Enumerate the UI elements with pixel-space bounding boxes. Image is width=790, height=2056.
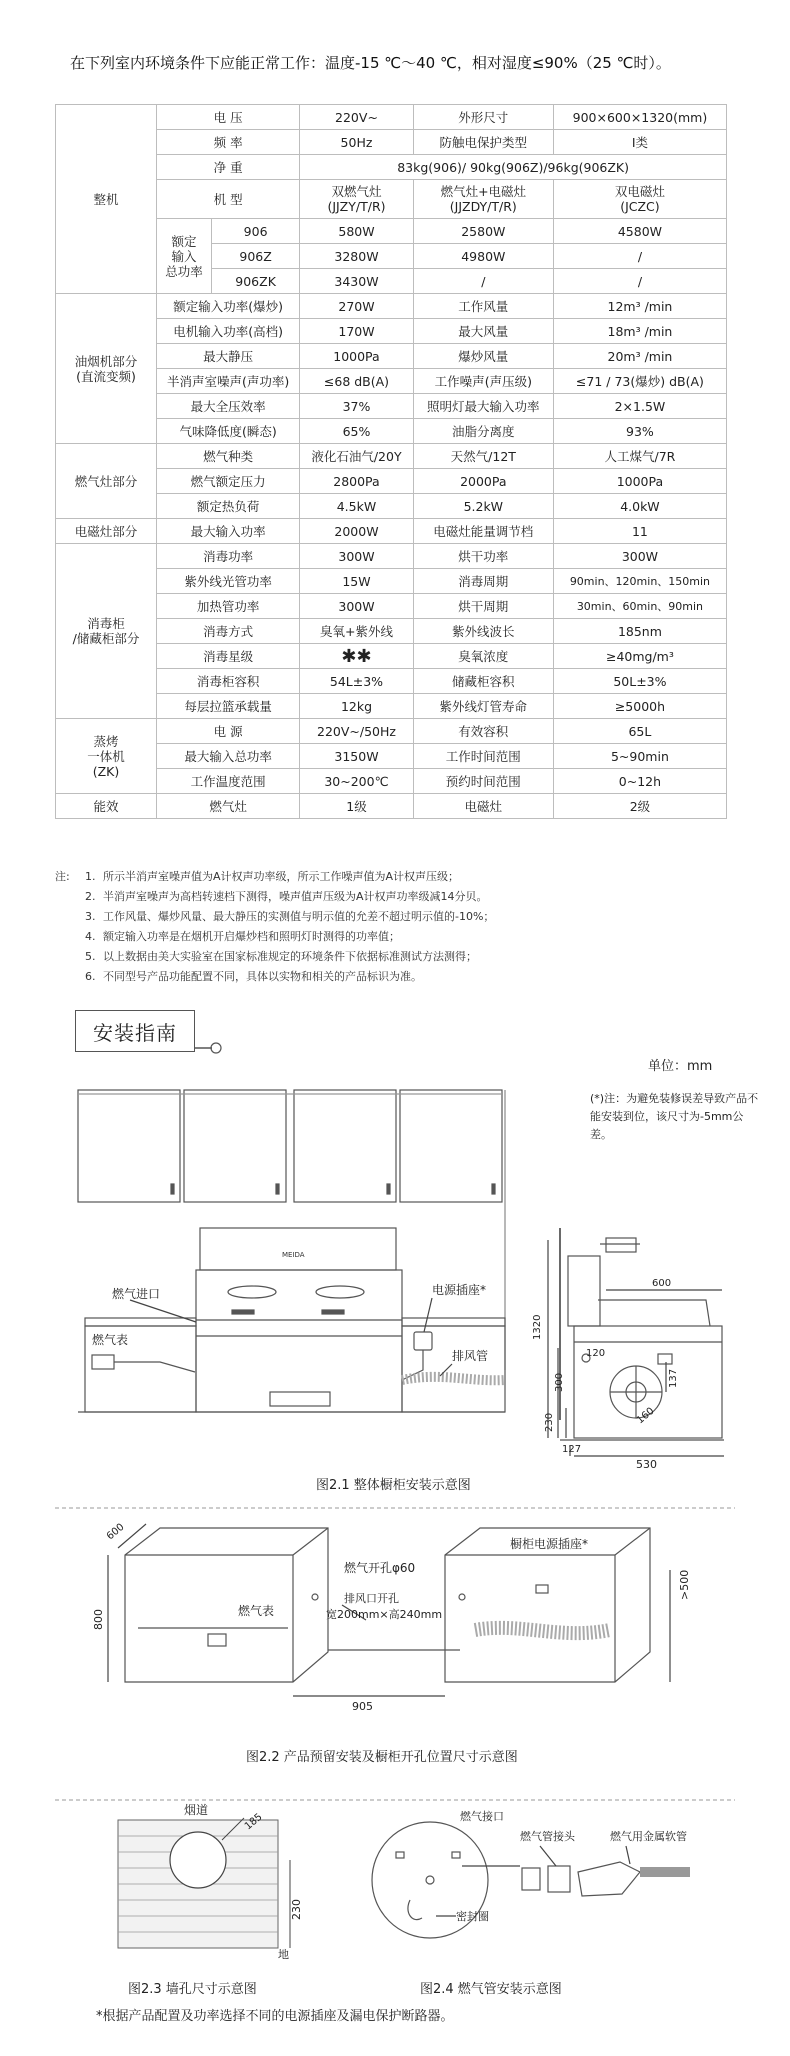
cell-value: Ⅰ类 — [553, 130, 726, 155]
cell-value: / — [553, 244, 726, 269]
cell-label: 燃气额定压力 — [157, 469, 300, 494]
section-induction: 电磁灶部分 — [56, 519, 157, 544]
label-exhaust-pipe: 排风管 — [452, 1349, 489, 1363]
cell-label: 最大全压效率 — [157, 394, 300, 419]
cell-value: 液化石油气/20Y — [300, 444, 414, 469]
dim-1320: 1320 — [532, 1314, 543, 1340]
dim-600-top: 600 — [104, 1521, 127, 1543]
cell-label: 燃气种类 — [157, 444, 300, 469]
label-gas-meter-2: 燃气表 — [238, 1604, 275, 1618]
cell-label: 最大输入总功率 — [157, 744, 300, 769]
dim-500: >500 — [678, 1569, 691, 1600]
cell-value: 3150W — [300, 744, 414, 769]
cell-value: 185nm — [553, 619, 726, 644]
title-pin-icon — [211, 1043, 221, 1053]
cell-label: 电机输入功率(高档) — [157, 319, 300, 344]
cell-value: 37% — [300, 394, 414, 419]
cell-value: 双电磁灶 (JCZC) — [553, 180, 726, 219]
cell-label: 照明灯最大输入功率 — [413, 394, 553, 419]
cell-value: 30min、60min、90min — [553, 594, 726, 619]
label-power-socket: 电源插座* — [432, 1283, 487, 1297]
gas-meter — [92, 1355, 114, 1369]
cell-value: 2580W — [413, 219, 553, 244]
unit-label: 单位：mm — [648, 1059, 713, 1074]
cell-value: 5.2kW — [413, 494, 553, 519]
cell-value: 0~12h — [553, 769, 726, 794]
dim-905: 905 — [352, 1700, 373, 1713]
cell-label: 紫外线灯管寿命 — [413, 694, 553, 719]
cell-label: 最大静压 — [157, 344, 300, 369]
cell-label: 消毒功率 — [157, 544, 300, 569]
cell-value: 4.5kW — [300, 494, 414, 519]
caption-fig4: 图2.4 燃气管安装示意图 — [420, 1982, 562, 1997]
cell-label: 紫外线波长 — [413, 619, 553, 644]
dim-160: 160 — [634, 1405, 657, 1427]
notes: 注: 1. 所示半消声室噪声值为A计权声功率级，所示工作噪声值为A计权声压级； 2. 半消声室噪声为高档转速档下测得，噪声值声压级为A计权声功率级减14分贝。 3. 工作风量、爆炒风量、最大静压的实测值与明示值的允差不超过明示值的-10%； 4. 额定输入功率是在烟机开启爆炒档和照明灯时测得的功率值； 5. 以上数据由美大实验室在国家标准规定的环境条件下依据标准测试方法测得； 6. 不同型号产品功能配置不同，具体以实物和相关的产品标识为准。 — [55, 867, 494, 987]
cell-label: 臭氧浓度 — [413, 644, 553, 669]
cell-label: 外形尺寸 — [413, 105, 553, 130]
upper-cabinets — [78, 1090, 502, 1202]
dim-230-wall: 230 — [290, 1899, 303, 1920]
install-title: 安装指南 — [75, 1010, 195, 1052]
fig3-wall — [118, 1818, 290, 1948]
cell-value: 1级 — [300, 794, 414, 819]
dim-120: 120 — [586, 1348, 606, 1359]
cell-value: 1000Pa — [300, 344, 414, 369]
dim-137: 137 — [668, 1368, 679, 1388]
cell-label: 906ZK — [212, 269, 300, 294]
cell-value: 30~200℃ — [300, 769, 414, 794]
cell-value: 人工煤气/7R — [553, 444, 726, 469]
cell-value: 燃气灶+电磁灶 (JJZDY/T/R) — [413, 180, 553, 219]
dim-800: 800 — [92, 1609, 105, 1630]
cell-label: 最大风量 — [413, 319, 553, 344]
cell-value: 65L — [553, 719, 726, 744]
label-gas-inlet: 燃气进口 — [112, 1287, 161, 1301]
cell-value: 2000Pa — [413, 469, 553, 494]
intro-text: 在下列室内环境条件下应能正常工作：温度-15 ℃～40 ℃，相对湿度≤90%（25 ℃时）。 — [70, 54, 671, 72]
section-oven: 蒸烤 一体机 (ZK) — [56, 719, 157, 794]
label-metal-hose: 燃气用金属软管 — [610, 1830, 687, 1843]
cell-value: 12kg — [300, 694, 414, 719]
section-hood: 油烟机部分 (直流变频) — [56, 294, 157, 444]
cell-value: 83kg(906)/ 90kg(906Z)/96kg(906ZK) — [300, 155, 727, 180]
cell-value: 18m³ /min — [553, 319, 726, 344]
dim-530: 530 — [636, 1458, 657, 1471]
cell-label: 消毒周期 — [413, 569, 553, 594]
cell-value: 65% — [300, 419, 414, 444]
note-text: 半消声室噪声为高档转速档下测得，噪声值声压级为A计权声功率级减14分贝。 — [103, 890, 488, 903]
cell-label: 有效容积 — [413, 719, 553, 744]
cell-value: 12m³ /min — [553, 294, 726, 319]
cell-label: 油脂分离度 — [413, 419, 553, 444]
note-text: 所示半消声室噪声值为A计权声功率级，所示工作噪声值为A计权声压级； — [103, 870, 460, 883]
cell-value: 270W — [300, 294, 414, 319]
section-whole: 整机 — [56, 105, 157, 294]
cell-label: 紫外线光管功率 — [157, 569, 300, 594]
label-flue: 烟道 — [184, 1803, 209, 1817]
label-exhaust-hole: 排风口开孔 — [344, 1592, 399, 1605]
cell-value: 900×600×1320(mm) — [553, 105, 726, 130]
section-cabinet: 消毒柜 /储藏柜部分 — [56, 544, 157, 719]
cell-value: ≥5000h — [553, 694, 726, 719]
cell-label: 额定 输入 总功率 — [157, 219, 212, 294]
cell-value: 300W — [300, 544, 414, 569]
cell-value: / — [553, 269, 726, 294]
cell-label: 消毒柜容积 — [157, 669, 300, 694]
final-note: *根据产品配置及功率选择不同的电源插座及漏电保护断路器。 — [96, 2009, 454, 2024]
cell-value: 220V~ — [300, 105, 414, 130]
label-ground: 地 — [278, 1948, 289, 1961]
cell-value: 170W — [300, 319, 414, 344]
cell-value: 11 — [553, 519, 726, 544]
dim-600-side: 600 — [652, 1278, 672, 1289]
cell-label: 爆炒风量 — [413, 344, 553, 369]
cell-label: 烘干功率 — [413, 544, 553, 569]
cell-label: 工作时间范围 — [413, 744, 553, 769]
cell-value: 54L±3% — [300, 669, 414, 694]
cell-label: 电 源 — [157, 719, 300, 744]
cell-label: 工作温度范围 — [157, 769, 300, 794]
cell-value: 50Hz — [300, 130, 414, 155]
cell-value: 4980W — [413, 244, 553, 269]
cell-value: 2级 — [553, 794, 726, 819]
section-efficiency: 能效 — [56, 794, 157, 819]
cell-value: 220V~/50Hz — [300, 719, 414, 744]
cell-label: 工作风量 — [413, 294, 553, 319]
star-note: (*)注：为避免装修误差导致产品不能安装到位，该尺寸为-5mm公差。 — [590, 1092, 759, 1141]
cell-label: 气味降低度(瞬态) — [157, 419, 300, 444]
cell-label: 每层拉篮承载量 — [157, 694, 300, 719]
label-cabinet-socket: 橱柜电源插座* — [510, 1537, 589, 1551]
cell-label: 906Z — [212, 244, 300, 269]
cell-label: 电磁灶 — [413, 794, 553, 819]
cell-value: 5~90min — [553, 744, 726, 769]
cell-value: 2800Pa — [300, 469, 414, 494]
exhaust-hose — [402, 1377, 505, 1380]
power-socket-icon — [414, 1332, 432, 1350]
caption-fig1: 图2.1 整体橱柜安装示意图 — [316, 1478, 471, 1493]
star-rating: ✱✱ — [300, 644, 414, 669]
note-text: 不同型号产品功能配置不同，具体以实物和相关的产品标识为准。 — [103, 970, 422, 983]
side-view — [560, 1228, 724, 1440]
cell-label: 燃气灶 — [157, 794, 300, 819]
cell-value: 300W — [553, 544, 726, 569]
cell-value: 天然气/12T — [413, 444, 553, 469]
label-exhaust-size: 宽200mm×高240mm — [326, 1608, 443, 1621]
dim-185: 185 — [242, 1811, 265, 1833]
cell-label: 频 率 — [157, 130, 300, 155]
cell-label: 消毒星级 — [157, 644, 300, 669]
label-gas-hole: 燃气开孔φ60 — [344, 1561, 416, 1575]
cell-label: 机 型 — [157, 180, 300, 219]
dim-300: 300 — [554, 1372, 565, 1392]
cell-value: 4.0kW — [553, 494, 726, 519]
label-seal: 密封圈 — [456, 1910, 489, 1923]
note-text: 额定输入功率是在烟机开启爆炒档和照明灯时测得的功率值； — [103, 930, 400, 943]
cell-value: 2×1.5W — [553, 394, 726, 419]
cell-value: 20m³ /min — [553, 344, 726, 369]
cell-value: 双燃气灶 (JJZY/T/R) — [300, 180, 414, 219]
note-text: 工作风量、爆炒风量、最大静压的实测值与明示值的允差不超过明示值的-10%； — [103, 910, 495, 923]
cell-label: 消毒方式 — [157, 619, 300, 644]
cell-value: 300W — [300, 594, 414, 619]
cell-value: 50L±3% — [553, 669, 726, 694]
cell-value: 15W — [300, 569, 414, 594]
cell-value: 1000Pa — [553, 469, 726, 494]
cell-label: 额定输入功率(爆炒) — [157, 294, 300, 319]
cell-label: 906 — [212, 219, 300, 244]
label-gas-joint: 燃气管接头 — [520, 1830, 575, 1843]
cell-value: ≤68 dB(A) — [300, 369, 414, 394]
cell-label: 加热管功率 — [157, 594, 300, 619]
caption-fig2: 图2.2 产品预留安装及橱柜开孔位置尺寸示意图 — [246, 1750, 518, 1765]
cell-label: 储藏柜容积 — [413, 669, 553, 694]
cell-label: 半消声室噪声(声功率) — [157, 369, 300, 394]
cell-label: 额定热负荷 — [157, 494, 300, 519]
cell-value: 4580W — [553, 219, 726, 244]
cell-value: 3280W — [300, 244, 414, 269]
dim-230: 230 — [544, 1412, 555, 1432]
cell-value: ≤71 / 73(爆炒) dB(A) — [553, 369, 726, 394]
caption-fig3: 图2.3 墙孔尺寸示意图 — [128, 1982, 257, 1997]
cell-value: 臭氧+紫外线 — [300, 619, 414, 644]
label-gas-port: 燃气接口 — [460, 1810, 504, 1823]
cell-label: 电磁灶能量调节档 — [413, 519, 553, 544]
cell-value: ≥40mg/m³ — [553, 644, 726, 669]
cell-label: 电 压 — [157, 105, 300, 130]
cell-value: 2000W — [300, 519, 414, 544]
dim-127: 127 — [562, 1444, 582, 1455]
label-gas-meter: 燃气表 — [92, 1333, 129, 1347]
gas-pipe — [114, 1362, 195, 1372]
section-gas: 燃气灶部分 — [56, 444, 157, 519]
cell-label: 净 重 — [157, 155, 300, 180]
cell-label: 防触电保护类型 — [413, 130, 553, 155]
cell-value: 93% — [553, 419, 726, 444]
cell-value: / — [413, 269, 553, 294]
notes-head: 注: — [55, 870, 70, 883]
cell-label: 最大输入功率 — [157, 519, 300, 544]
cell-label: 工作噪声(声压级) — [413, 369, 553, 394]
cell-value: 90min、120min、150min — [553, 569, 726, 594]
brand-logo: MEIDA — [282, 1251, 305, 1259]
base-cabinets — [78, 1318, 505, 1412]
note-text: 以上数据由美大实验室在国家标准规定的环境条件下依据标准测试方法测得； — [103, 950, 477, 963]
cell-value: 580W — [300, 219, 414, 244]
cell-label: 预约时间范围 — [413, 769, 553, 794]
cell-label: 烘干周期 — [413, 594, 553, 619]
cell-value: 3430W — [300, 269, 414, 294]
